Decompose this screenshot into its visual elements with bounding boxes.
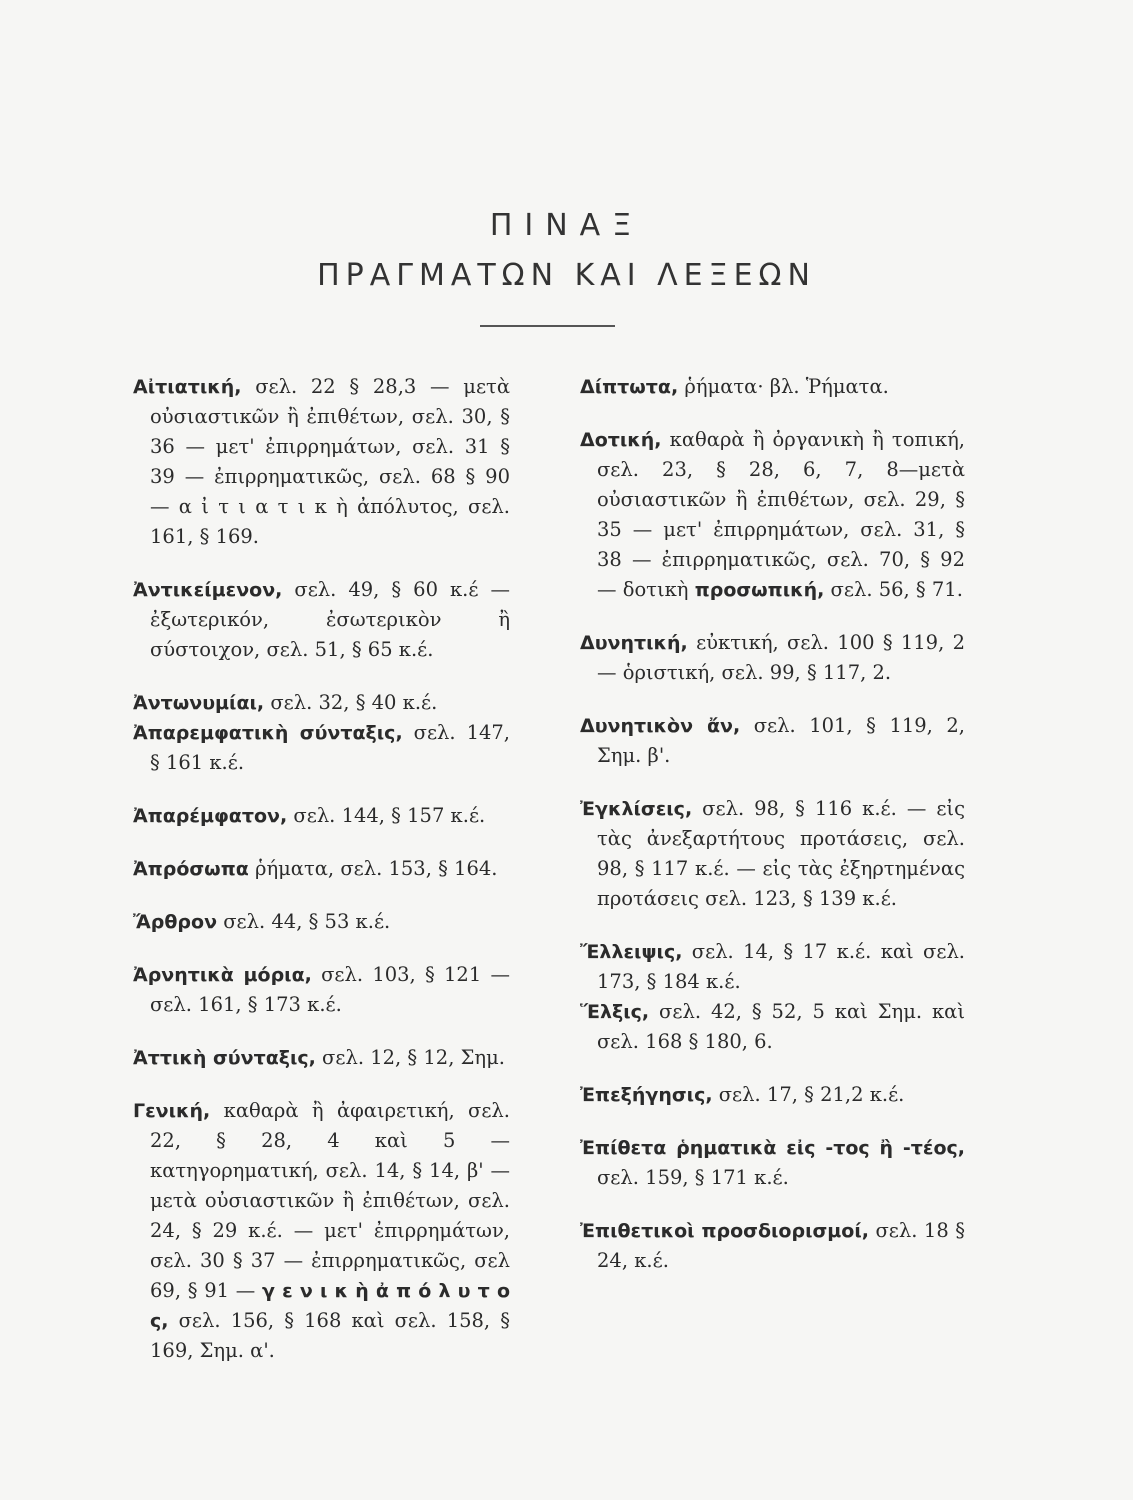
- index-entry: [580, 1216, 965, 1276]
- index-entry: [580, 425, 965, 605]
- left-column: [133, 372, 510, 1366]
- entry-headword: Ἀντικείμενον,: [133, 579, 283, 601]
- entry-headword: Δοτική,: [580, 429, 662, 451]
- index-entry: [580, 794, 965, 914]
- entry-text: σελ. 18 § 24, κ.έ.: [597, 1219, 965, 1272]
- index-entry: [580, 372, 965, 402]
- index-entry: [133, 1096, 510, 1366]
- entry-text: σελ. 56, § 71.: [824, 578, 963, 601]
- entry-text: σελ. 14, § 17 κ.έ. καὶ σελ. 173, § 184 κ.έ.: [597, 940, 965, 993]
- entry-headword: Δίπτωτα,: [580, 376, 679, 398]
- entry-text: σελ. 32, § 40 κ.έ.: [264, 691, 438, 714]
- entry-headword: Ἐπίθετα ῥηματικὰ εἰς -τος ἢ -τέος,: [580, 1137, 965, 1159]
- entry-headword: Ἀπαρέμφατον,: [133, 805, 288, 827]
- index-entry: [133, 688, 510, 718]
- index-entry: [580, 997, 965, 1057]
- entry-text: εὐκτική, σελ. 100 § 119, 2 — ὁριστική, σελ. 99, § 117, 2.: [597, 631, 965, 684]
- entry-text: σελ. 98, § 116 κ.έ. — εἰς τὰς ἀνεξαρτήτους προτάσεις, σελ. 98, § 117 κ.έ. — εἰς τὰς ἐξηρτημένας προτάσεις σελ. 123, § 139 κ.έ.: [597, 797, 965, 910]
- entry-headword: Ἕλξις,: [580, 1001, 650, 1023]
- entry-text: σελ. 49, § 60 κ.έ — ἐξωτερικόν, ἐσωτερικὸν ἢ σύστοιχον, σελ. 51, § 65 κ.έ.: [150, 578, 510, 661]
- entry-headword: Ἀπρόσωπα: [133, 858, 249, 880]
- index-entry: [133, 960, 510, 1020]
- entry-text: σελ. 103, § 121 — σελ. 161, § 173 κ.έ.: [150, 963, 510, 1016]
- entry-headword: Ἀντωνυμίαι,: [133, 692, 265, 714]
- index-entry: [580, 711, 965, 771]
- entry-text: σελ. 44, § 53 κ.έ.: [217, 910, 391, 933]
- entry-text: σελ. 159, § 171 κ.έ.: [597, 1166, 789, 1189]
- index-entry: [580, 1080, 965, 1110]
- entry-subheadword: προσωπική,: [694, 579, 825, 601]
- entry-text: σελ. 101, § 119, 2, Σημ. β'.: [597, 714, 965, 767]
- index-entry: [133, 372, 510, 552]
- entry-text: σελ. 12, § 12, Σημ.: [315, 1046, 505, 1069]
- index-entry: [133, 1043, 510, 1073]
- entry-headword: Γενική,: [133, 1100, 211, 1122]
- entry-text: σελ. 22 § 28,3 — μετὰ οὐσιαστικῶν ἢ ἐπιθέτων, σελ. 30, § 36 — μετ' ἐπιρρημάτων, σελ. 31 § 39 — ἐπιρρηματικῶς, σελ. 68 § 90 — α ἰ τ ι α τ ι κ ὴ ἀπόλυτος, σελ. 161, § 169.: [150, 375, 510, 548]
- index-entry: [133, 801, 510, 831]
- entry-text: καθαρὰ ἢ ὀργανικὴ ἢ τοπική, σελ. 23, § 28, 6, 7, 8—μετὰ οὐσιαστικῶν ἢ ἐπιθέτων, σελ. 29, § 35 — μετ' ἐπιρρημάτων, σελ. 31, § 38 — ἐπιρρηματικῶς, σελ. 70, § 92 — δοτικὴ: [597, 428, 965, 601]
- title-divider: [480, 325, 615, 327]
- entry-text: καθαρὰ ἢ ἀφαιρετική, σελ. 22, § 28, 4 καὶ 5 — κατηγορηματική, σελ. 14, § 14, β' — μετὰ οὐσιαστικῶν ἢ ἐπιθέτων, σελ. 24, § 29 κ.έ. — μετ' ἐπιρρημάτων, σελ. 30 § 37 — ἐπιρρηματικῶς, σελ 69, § 91 —: [150, 1099, 510, 1302]
- index-title: ΠΙΝΑΞ: [489, 208, 644, 243]
- entry-headword: Ἐπιθετικοὶ προσδιορισμοί,: [580, 1220, 869, 1242]
- index-entry: [580, 628, 965, 688]
- index-entry: [133, 575, 510, 665]
- entry-headword: Ἄρθρον: [133, 911, 218, 933]
- index-entry: [133, 718, 510, 778]
- entry-text: σελ. 156, § 168 καὶ σελ. 158, § 169, Σημ. α'.: [150, 1309, 510, 1362]
- index-subtitle: ΠΡΑΓΜΑΤΩΝ ΚΑΙ ΛΕΞΕΩΝ: [317, 258, 816, 293]
- entry-text: σελ. 144, § 157 κ.έ.: [287, 804, 486, 827]
- index-entry: [133, 907, 510, 937]
- index-entry: [580, 1133, 965, 1193]
- entry-text: ῥήματα, σελ. 153, § 164.: [248, 857, 498, 880]
- index-entry: [133, 854, 510, 884]
- right-column: [580, 372, 965, 1276]
- entry-headword: Δυνητικὸν ἄν,: [580, 715, 741, 737]
- entry-headword: Ἀρνητικὰ μόρια,: [133, 964, 312, 986]
- index-entry: [580, 937, 965, 997]
- entry-text: σελ. 42, § 52, 5 καὶ Σημ. καὶ σελ. 168 § 180, 6.: [597, 1000, 965, 1053]
- entry-headword: Ἔλλειψις,: [580, 941, 683, 963]
- entry-headword: Δυνητική,: [580, 632, 688, 654]
- entry-headword: Αἰτιατική,: [133, 376, 242, 398]
- entry-headword: Ἐγκλίσεις,: [580, 798, 693, 820]
- entry-text: ῥήματα· βλ. Ῥήματα.: [678, 375, 889, 398]
- entry-text: σελ. 147, § 161 κ.έ.: [150, 721, 510, 774]
- entry-subheadword: γ ε ν ι κ ὴ ἀ π ό λ υ τ ο ς,: [150, 1280, 510, 1332]
- entry-headword: Ἀπαρεμφατικὴ σύνταξις,: [133, 722, 403, 744]
- entry-headword: Ἐπεξήγησις,: [580, 1084, 713, 1106]
- entry-headword: Ἀττικὴ σύνταξις,: [133, 1047, 316, 1069]
- entry-text: σελ. 17, § 21,2 κ.έ.: [712, 1083, 905, 1106]
